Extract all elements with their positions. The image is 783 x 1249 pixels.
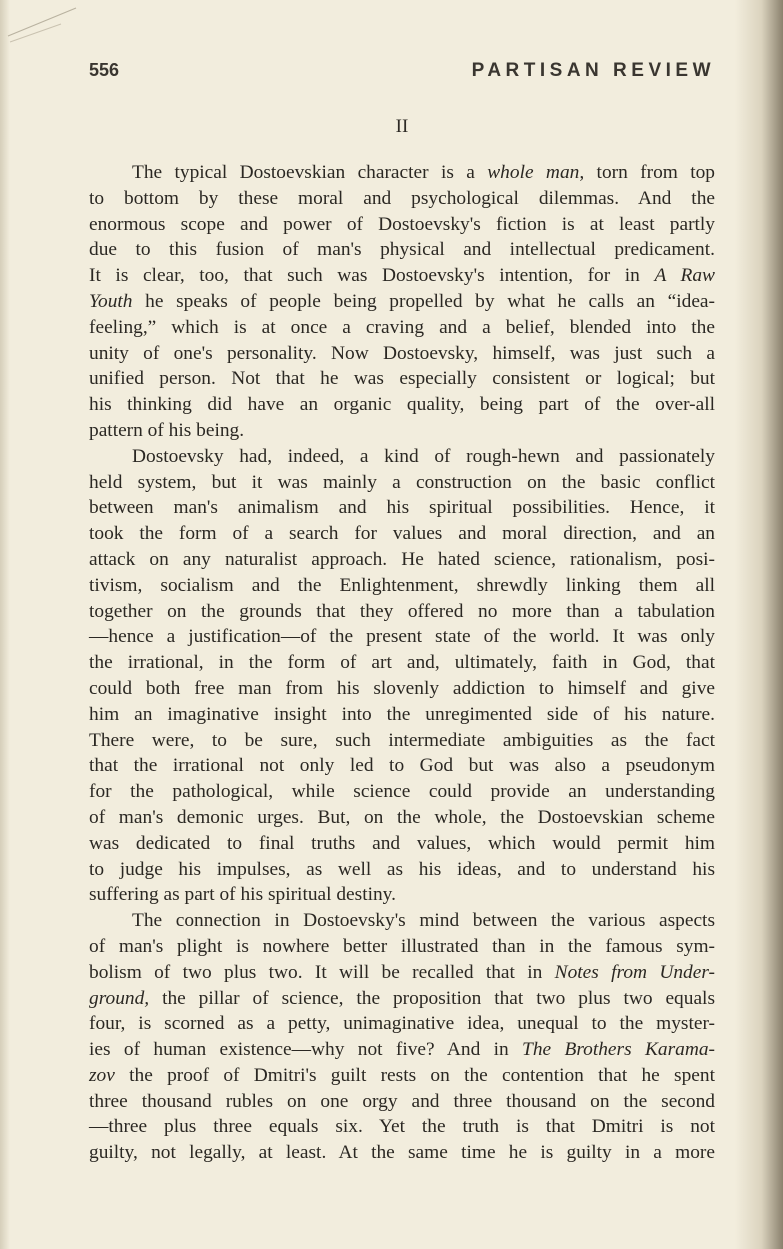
text-line: tivism, socialism and the Enlightenment, shrewdly linking them all: [89, 574, 715, 596]
page-number: 556: [89, 60, 120, 80]
text-line: pattern of his being.: [89, 419, 245, 441]
text-line: three thousand rubles on one orgy and three thousand on the second: [89, 1090, 715, 1112]
text-line: together on the grounds that they offered no more than a tabulation: [89, 600, 715, 622]
page-corner-crease: [6, 6, 96, 46]
text-line: four, is scorned as a petty, unimaginative idea, unequal to the myster-: [89, 1013, 715, 1035]
text-line: ies of human existence—why not five? And in The Brothers Karama-: [89, 1039, 715, 1061]
text-line: took the form of a search for values and moral direction, and an: [89, 523, 715, 545]
text-line: unified person. Not that he was especially consistent or logical; but: [89, 368, 715, 390]
text-line: feeling,” which is at once a craving and a belief, blended into the: [89, 316, 715, 338]
text-line: Dostoevsky had, indeed, a kind of rough-hewn and passionately: [132, 445, 715, 467]
text-line: suffering as part of his spiritual destiny.: [89, 884, 396, 906]
text-line: to judge his impulses, as well as his ideas, and to understand his: [89, 858, 715, 880]
text-line: —hence a justification—of the present state of the world. It was only: [89, 626, 715, 648]
text-line: unity of one's personality. Now Dostoevsky, himself, was just such a: [89, 342, 715, 364]
text-line: the irrational, in the form of art and, ultimately, faith in God, that: [89, 652, 715, 674]
italic-title: whole man,: [487, 162, 585, 183]
text-line: between man's animalism and his spiritual possibilities. Hence, it: [89, 497, 715, 519]
text-line: The connection in Dostoevsky's mind between the various aspects: [132, 910, 715, 932]
text-line: held system, but it was mainly a construction on the basic conflict: [89, 471, 715, 493]
section-heading: II: [395, 116, 409, 137]
text-line: of man's demonic urges. But, on the whole, the Dostoevskian scheme: [89, 806, 715, 828]
italic-title: Notes from Under-: [554, 961, 715, 983]
article-body: [89, 160, 715, 1166]
text-line: It is clear, too, that such was Dostoevsky's intention, for in A Raw: [89, 265, 715, 287]
italic-title: Youth: [89, 290, 133, 312]
text-line: zov the proof of Dmitri's guilt rests on the contention that he spent: [89, 1064, 715, 1086]
text-line: him an imaginative insight into the unregimented side of his nature.: [89, 703, 715, 725]
paragraph: [89, 160, 715, 444]
text-line: enormous scope and power of Dostoevsky's fiction is at least partly: [89, 213, 715, 235]
italic-title: A Raw: [654, 265, 715, 287]
text-line: Youth he speaks of people being propelled by what he calls an “idea-: [89, 290, 715, 312]
text-line: his thinking did have an organic quality, being part of the over-all: [89, 394, 715, 416]
page-binding-shadow: [735, 0, 783, 1249]
text-line: to bottom by these moral and psychological dilemmas. And the: [89, 187, 715, 209]
italic-title: ground,: [89, 987, 150, 1009]
text-line: —three plus three equals six. Yet the truth is that Dmitri is not: [89, 1116, 715, 1138]
text-line: There were, to be sure, such intermediate ambiguities as the fact: [89, 729, 715, 751]
text-line: attack on any naturalist approach. He hated science, rationalism, posi-: [89, 548, 715, 570]
italic-title: zov: [89, 1064, 115, 1086]
text-line: bolism of two plus two. It will be recalled that in Notes from Under-: [89, 961, 715, 983]
running-header: [89, 60, 715, 90]
text-line: of man's plight is nowhere better illustrated than in the famous sym-: [89, 935, 715, 957]
text-line: guilty, not legally, at least. At the same time he is guilty in a more: [89, 1142, 715, 1164]
text-line: due to this fusion of man's physical and intellectual predicament.: [89, 239, 715, 261]
running-head-title: PARTISAN REVIEW: [471, 60, 715, 81]
text-line: ground, the pillar of science, the proposition that two plus two equals: [89, 987, 715, 1009]
text-line: for the pathological, while science could provide an understanding: [89, 781, 715, 803]
text-line: could both free man from his slovenly addiction to himself and give: [89, 677, 715, 699]
page-left-edge-shading: [0, 0, 10, 1249]
text-line: that the irrational not only led to God but was also a pseudonym: [89, 755, 715, 777]
paragraph: [89, 444, 715, 908]
text-line: was dedicated to final truths and values, which would permit him: [89, 832, 715, 854]
paragraph: [89, 908, 715, 1166]
italic-title: The Brothers Karama-: [522, 1039, 715, 1061]
text-line: The typical Dostoevskian character is a whole man, torn from top: [132, 162, 715, 183]
